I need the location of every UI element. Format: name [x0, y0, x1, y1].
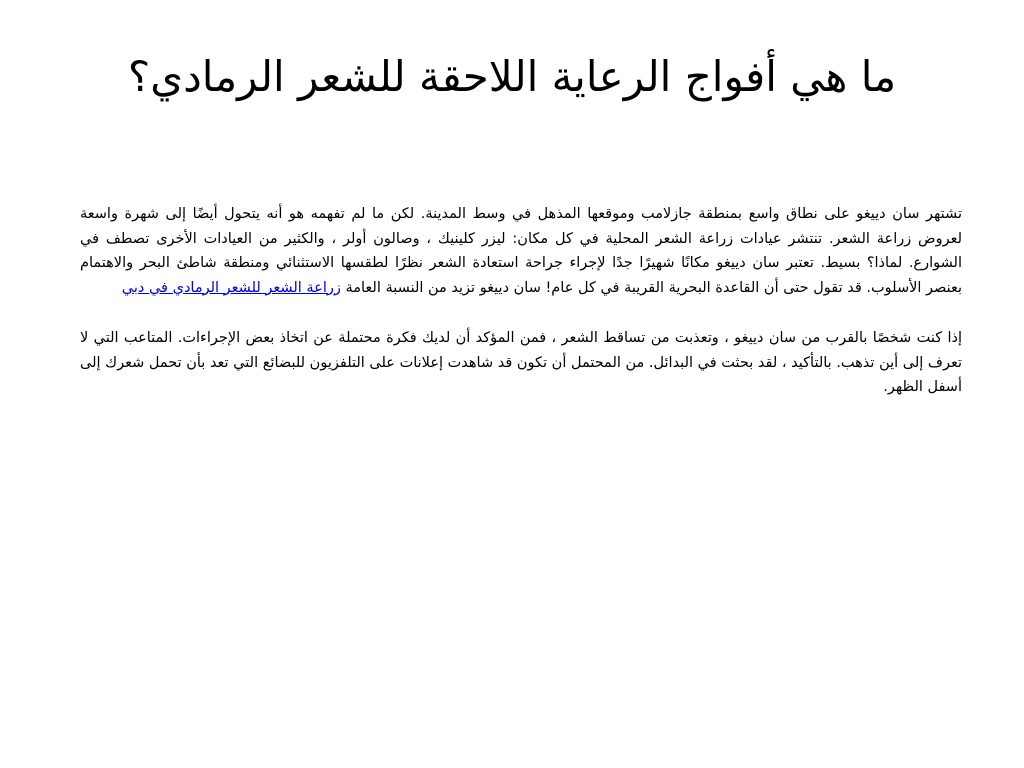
hair-transplant-link[interactable]: زراعة الشعر للشعر الرمادي في دبي — [121, 279, 341, 296]
paragraph-1 — [80, 202, 962, 300]
paragraph-2: إذا كنت شخصًا بالقرب من سان دييغو ، وتعذبت من تساقط الشعر ، فمن المؤكد أن لديك فكرة محتملة عن اتخاذ بعض الإجراءات. المتاعب التي لا تعرف إلى أين تذهب. بالتأكيد ، لقد بحثت في البدائل. من المحتمل أن تكون قد شاهدت إعلانات على التلفزيون للبضائع التي تعد بأن تحمل شعرك إلى أسفل الظهر. — [80, 330, 962, 395]
slide-body — [80, 202, 962, 426]
paragraph-1-text: تشتهر سان دييغو على نطاق واسع بمنطقة جازلامب وموقعها المذهل في وسط المدينة. لكن ما لم تفهمه هو أنه يتحول أيضًا إلى شهرة واسعة لعروض زراعة الشعر. تنتشر عيادات زراعة الشعر المحلية في كل مكان: ليزر كلينيك ، وصالون أولر ، والكثير من العيادات الأخرى تصطف في الشوارع. لماذا؟ بسيط. تعتبر سان دييغو مكانًا شهيرًا جدًا لإجراء جراحة استعادة الشعر نظرًا لطقسها الاستثنائي ومنطقة شاطئ البحر والاهتمام بعنصر الأسلوب. قد تقول حتى أن القاعدة البحرية القريبة في كل عام! سان دييغو تزيد من النسبة العامة — [80, 206, 962, 296]
slide-title: ما هي أفواج الرعاية اللاحقة للشعر الرمادي؟ — [127, 52, 897, 101]
